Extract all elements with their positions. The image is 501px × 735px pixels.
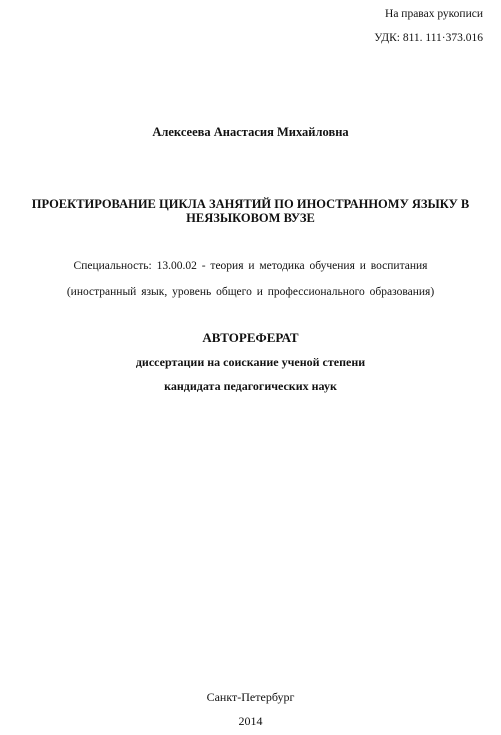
udc-code: УДК: 811. 111·373.016: [374, 32, 483, 44]
abstract-heading: АВТОРЕФЕРАТ: [202, 330, 299, 345]
dissertation-title-line2: НЕЯЗЫКОВОМ ВУЗЕ: [186, 211, 315, 225]
specialty-details: (иностранный язык, уровень общего и профессионального образования): [66, 286, 435, 298]
year: 2014: [238, 714, 263, 728]
author-name: Алексеева Анастасия Михайловна: [152, 125, 349, 139]
specialty-line: Специальность: 13.00.02 - теория и методика обучения и воспитания: [73, 260, 428, 272]
degree-name-line: кандидата педагогических наук: [164, 379, 337, 393]
dissertation-title-line1: ПРОЕКТИРОВАНИЕ ЦИКЛА ЗАНЯТИЙ ПО ИНОСТРАННОМУ ЯЗЫКУ В: [31, 197, 470, 211]
city: Санкт-Петербург: [206, 690, 295, 704]
manuscript-rights-note: На правах рукописи: [385, 8, 483, 20]
degree-purpose-line: диссертации на соискание ученой степени: [135, 355, 366, 369]
